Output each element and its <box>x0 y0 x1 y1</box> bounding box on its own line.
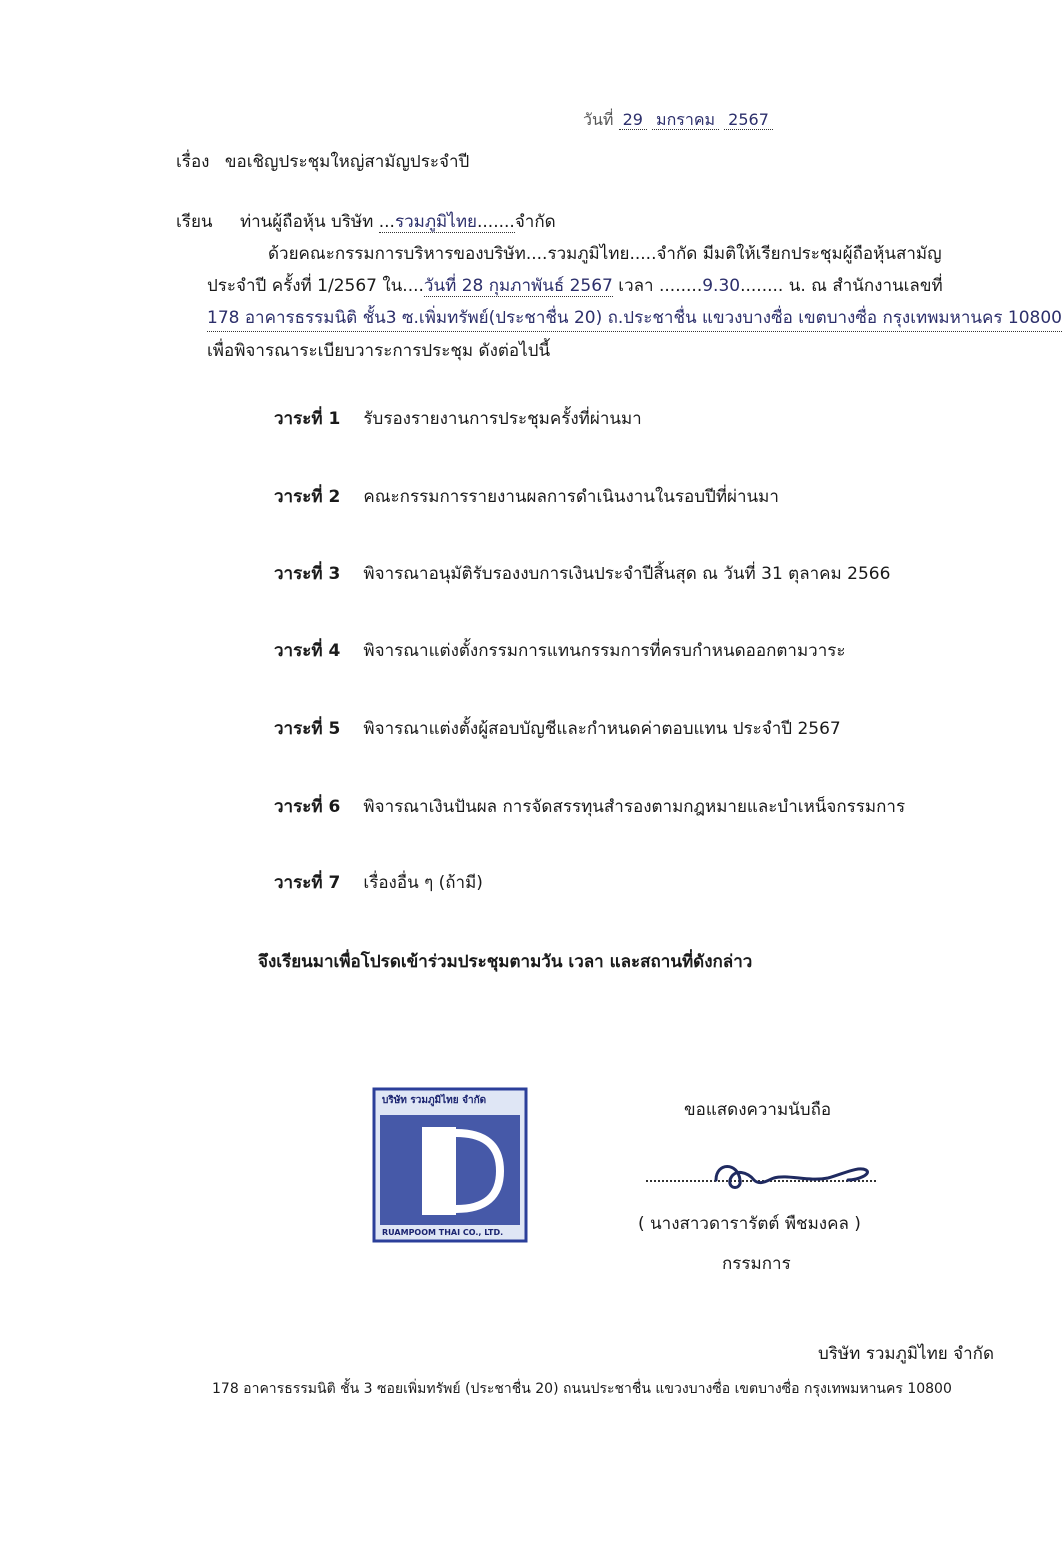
agenda-label: วาระที่ 1 <box>274 409 341 429</box>
body-line-2 <box>207 272 943 299</box>
closing-text: จึงเรียนมาเพื่อโปรดเข้าร่วมประชุมตามวัน เวลา และสถานที่ดังกล่าว <box>258 952 753 972</box>
salutation-line: เรียน ท่านผู้ถือหุ้น บริษัท ...รวมภูมิไทย.......จำกัด <box>176 212 556 232</box>
stamp-top-text: บริษัท รวมภูมิไทย จำกัด <box>382 1095 487 1106</box>
agenda-item <box>274 483 779 510</box>
subject-text: ขอเชิญประชุมใหญ่สามัญประจำปี <box>224 152 470 172</box>
salutation-company: รวมภูมิไทย <box>394 212 477 232</box>
stamp-graphic <box>370 1085 530 1245</box>
salutation-label: เรียน <box>176 212 213 232</box>
agenda-item <box>274 793 905 820</box>
salutation-prefix: ท่านผู้ถือหุ้น บริษัท <box>239 212 379 232</box>
agenda-item <box>274 715 841 742</box>
date-day: 29 <box>619 110 647 130</box>
date-month: มกราคม <box>652 110 719 130</box>
subject-label: เรื่อง <box>176 152 210 172</box>
regards-text: ขอแสดงความนับถือ <box>684 1100 832 1120</box>
body-line-2-suffix: ........ น. ณ สำนักงานเลขที่ <box>740 276 943 296</box>
body-line-4: เพื่อพิจารณาระเบียบวาระการประชุม ดังต่อไปนี้ <box>207 341 551 361</box>
body-time-label: เวลา ........ <box>612 276 703 296</box>
body-line-1: ด้วยคณะกรรมการบริหารของบริษัท....รวมภูมิไทย.....จำกัด มีมติให้เรียกประชุมผู้ถือหุ้นสามัญ <box>268 244 942 264</box>
meeting-time: 9.30 <box>702 276 741 296</box>
salutation-suffix: จำกัด <box>514 212 556 232</box>
agenda-text: พิจารณาอนุมัติรับรองงบการเงินประจำปีสิ้นสุด ณ วันที่ 31 ตุลาคม 2566 <box>363 564 891 584</box>
agenda-item <box>274 869 483 896</box>
agenda-text: คณะกรรมการรายงานผลการดำเนินงานในรอบปีที่ผ่านมา <box>363 487 779 507</box>
agenda-label: วาระที่ 2 <box>274 487 341 507</box>
meeting-address: 178 อาคารธรรมนิติ ชั้น3 ซ.เพิ่มทรัพย์(ประชาชื่น 20) ถ.ประชาชื่น แขวงบางซื่อ เขตบางซื่อ กรุงเทพมหานคร 10800 <box>207 304 1062 332</box>
agenda-label: วาระที่ 3 <box>274 564 341 584</box>
agenda-text: รับรองรายงานการประชุมครั้งที่ผ่านมา <box>363 409 642 429</box>
agenda-label: วาระที่ 6 <box>274 797 341 817</box>
date-label: วันที่ <box>583 110 614 129</box>
agenda-text: พิจารณาเงินปันผล การจัดสรรทุนสำรองตามกฎหมายและบำเหน็จกรรมการ <box>363 797 906 817</box>
agenda-text: พิจารณาแต่งตั้งผู้สอบบัญชีและกำหนดค่าตอบแทน ประจำปี 2567 <box>363 719 841 739</box>
signatory-name: ( นางสาวดารารัตต์ พืชมงคล ) <box>638 1214 861 1234</box>
signatory-position: กรรมการ <box>722 1254 791 1274</box>
meeting-date: วันที่ 28 กุมภาพันธ์ 2567 <box>423 276 613 296</box>
agenda-text: พิจารณาแต่งตั้งกรรมการแทนกรรมการที่ครบกำหนดออกตามวาระ <box>363 641 846 661</box>
agenda-text: เรื่องอื่น ๆ (ถ้ามี) <box>363 873 483 893</box>
subject-line <box>176 148 469 175</box>
agenda-item <box>274 405 642 432</box>
date-line <box>583 108 773 133</box>
agenda-item <box>274 560 890 587</box>
agenda-label: วาระที่ 5 <box>274 719 341 739</box>
date-year: 2567 <box>724 110 773 130</box>
agenda-label: วาระที่ 4 <box>274 641 341 661</box>
stamp-bottom-text: RUAMPOOM THAI CO., LTD. <box>382 1228 504 1237</box>
agenda-label: วาระที่ 7 <box>274 873 341 893</box>
footer-company: บริษัท รวมภูมิไทย จำกัด <box>818 1344 994 1364</box>
footer-address: 178 อาคารธรรมนิติ ชั้น 3 ซอยเพิ่มทรัพย์ (ประชาชื่น 20) ถนนประชาชื่น แขวงบางซื่อ เขตบางซื่อ กรุงเทพมหานคร 10800 <box>212 1381 952 1397</box>
signature-mark <box>708 1152 878 1197</box>
agenda-item <box>274 637 846 664</box>
body-line-2-prefix: ประจำปี ครั้งที่ 1/2567 ใน.... <box>207 276 424 296</box>
company-stamp <box>370 1085 530 1245</box>
